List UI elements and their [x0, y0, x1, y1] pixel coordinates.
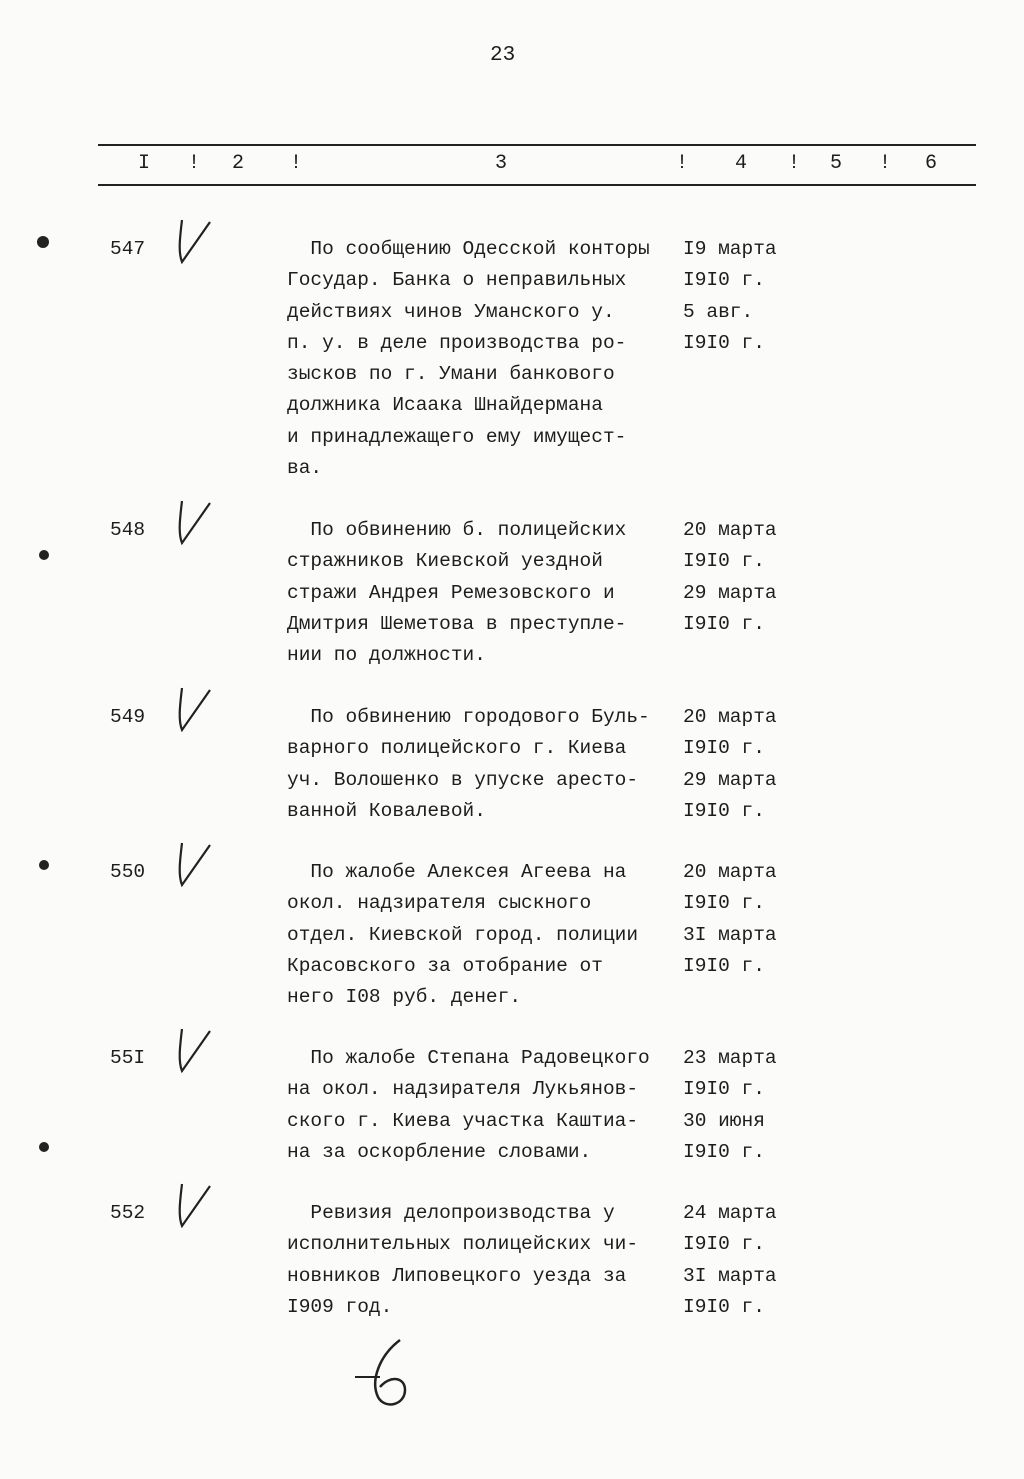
- handwritten-check-mark: [170, 212, 240, 272]
- description-line: По жалобе Алексея Агеева на: [287, 861, 627, 883]
- description-line: По жалобе Степана Радовецкого: [287, 1047, 650, 1069]
- description-line: нии по должности.: [287, 644, 486, 667]
- date-line: I9I0 г.: [683, 331, 765, 354]
- entry-dates: [683, 515, 777, 640]
- date-line: 3I марта: [683, 923, 777, 946]
- description-line: новников Липовецкого уезда за: [287, 1264, 627, 1287]
- date-line: 20 марта: [683, 861, 777, 883]
- punch-mark: [33, 232, 53, 252]
- entry-description: [287, 234, 650, 484]
- entry-number: 55I: [110, 1047, 146, 1069]
- handwritten-check-mark: [170, 835, 240, 895]
- description-line: По обвинению городового Буль-: [287, 706, 650, 728]
- description-line: окол. надзирателя сыскного: [287, 892, 592, 915]
- handwritten-total-six: [350, 1335, 430, 1415]
- date-line: I9I0 г.: [683, 954, 765, 977]
- date-line: I9I0 г.: [683, 1140, 765, 1163]
- col-3: 3: [495, 152, 508, 175]
- col-sep: !: [879, 152, 892, 175]
- description-line: Дмитрия Шеметова в преступле-: [287, 612, 627, 635]
- entry-description: [287, 702, 650, 827]
- description-line: действиях чинов Уманского у.: [287, 300, 615, 323]
- description-line: По сообщению Одесской конторы: [287, 238, 650, 260]
- col-2: 2: [232, 152, 245, 175]
- description-line: По обвинению б. полицейских: [287, 519, 627, 541]
- description-line: I909 год.: [287, 1295, 393, 1318]
- date-line: I9I0 г.: [683, 550, 765, 573]
- entry-number: 547: [110, 238, 146, 260]
- entry-dates: [683, 1043, 777, 1168]
- description-line: п. у. в деле производства ро-: [287, 331, 627, 354]
- entry-description: [287, 515, 626, 671]
- description-line: него I08 руб. денег.: [287, 986, 522, 1009]
- header-top-rule: [98, 144, 976, 146]
- date-line: I9I0 г.: [683, 737, 765, 760]
- entry-dates: [683, 1198, 777, 1323]
- date-line: I9I0 г.: [683, 892, 765, 915]
- description-line: стражи Андрея Ремезовского и: [287, 581, 615, 604]
- description-line: варного полицейского г. Киева: [287, 737, 627, 760]
- description-line: ского г. Киева участка Каштиа-: [287, 1109, 639, 1132]
- description-line: зысков по г. Умани банкового: [287, 363, 615, 386]
- column-header: [0, 152, 1024, 178]
- entry-number: 548: [110, 519, 146, 541]
- date-line: I9I0 г.: [683, 1078, 765, 1101]
- col-1: I: [138, 152, 151, 175]
- date-line: 20 марта: [683, 706, 777, 728]
- description-line: Красовского за отобрание от: [287, 954, 603, 977]
- entry-description: [287, 857, 638, 1013]
- date-line: I9I0 г.: [683, 799, 765, 822]
- description-line: и принадлежащего ему имущест-: [287, 425, 627, 448]
- date-line: 20 марта: [683, 519, 777, 541]
- date-line: 23 марта: [683, 1047, 777, 1069]
- col-4: 4: [735, 152, 748, 175]
- date-line: I9I0 г.: [683, 269, 765, 292]
- col-sep: !: [788, 152, 801, 175]
- date-line: 30 июня: [683, 1109, 765, 1132]
- description-line: стражников Киевской уездной: [287, 550, 603, 573]
- date-line: 5 авг.: [683, 300, 754, 323]
- date-line: 24 марта: [683, 1202, 777, 1224]
- entry-number: 552: [110, 1202, 146, 1224]
- description-line: уч. Волошенко в упуске аресто-: [287, 768, 639, 791]
- entry-number: 550: [110, 861, 146, 883]
- punch-mark: [36, 855, 52, 875]
- entry-number: 549: [110, 706, 146, 728]
- date-line: 29 марта: [683, 768, 777, 791]
- punch-mark: [36, 545, 52, 565]
- handwritten-check-mark: [170, 1176, 240, 1236]
- description-line: ва.: [287, 457, 323, 480]
- col-sep: !: [676, 152, 689, 175]
- date-line: I9I0 г.: [683, 612, 765, 635]
- punch-mark: [36, 1137, 52, 1157]
- col-sep: !: [188, 152, 201, 175]
- description-line: должника Исаака Шнайдермана: [287, 394, 603, 417]
- date-line: 29 марта: [683, 581, 777, 604]
- entry-dates: [683, 234, 777, 359]
- handwritten-check-mark: [170, 1021, 240, 1081]
- description-line: исполнительных полицейских чи-: [287, 1233, 639, 1256]
- date-line: 3I марта: [683, 1264, 777, 1287]
- description-line: отдел. Киевской город. полиции: [287, 923, 639, 946]
- date-line: I9I0 г.: [683, 1295, 765, 1318]
- page-number: 23: [490, 44, 516, 67]
- description-line: на за оскорбление словами.: [287, 1140, 592, 1163]
- description-line: ванной Ковалевой.: [287, 799, 486, 822]
- handwritten-check-mark: [170, 493, 240, 553]
- entry-description: [287, 1198, 638, 1323]
- description-line: Государ. Банка о неправильных: [287, 269, 627, 292]
- col-sep: !: [290, 152, 303, 175]
- col-5: 5: [830, 152, 843, 175]
- date-line: I9 марта: [683, 238, 777, 260]
- date-line: I9I0 г.: [683, 1233, 765, 1256]
- entry-dates: [683, 702, 777, 827]
- description-line: Ревизия делопроизводства у: [287, 1202, 615, 1224]
- entry-dates: [683, 857, 777, 982]
- handwritten-check-mark: [170, 680, 240, 740]
- header-bottom-rule: [98, 184, 976, 186]
- entry-description: [287, 1043, 650, 1168]
- description-line: на окол. надзирателя Лукьянов-: [287, 1078, 639, 1101]
- col-6: 6: [925, 152, 938, 175]
